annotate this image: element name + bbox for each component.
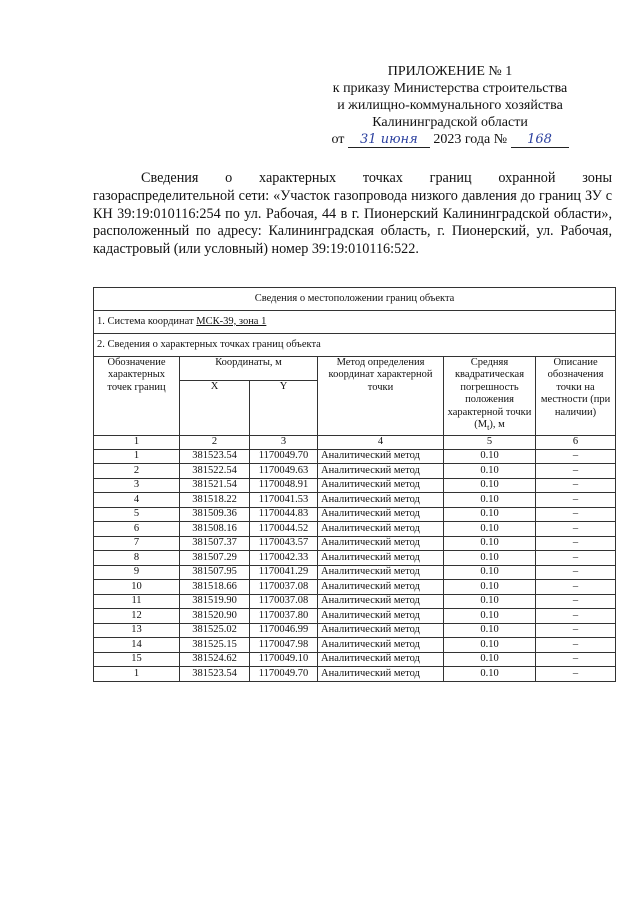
table-row xyxy=(94,667,616,682)
column-number: 5 xyxy=(444,435,536,449)
description-cell: – xyxy=(536,609,616,624)
y-coordinate: 1170037.80 xyxy=(250,609,318,624)
table-row xyxy=(94,580,616,595)
table-row xyxy=(94,478,616,493)
points-section-title: 2. Сведения о характерных точках границ объекта xyxy=(94,334,616,357)
method-cell: Аналитический метод xyxy=(318,493,444,508)
error-cell: 0.10 xyxy=(444,536,536,551)
method-cell: Аналитический метод xyxy=(318,565,444,580)
x-coordinate: 381518.22 xyxy=(180,493,250,508)
table-row xyxy=(94,551,616,566)
method-cell: Аналитический метод xyxy=(318,652,444,667)
description-cell: – xyxy=(536,652,616,667)
column-number: 2 xyxy=(180,435,250,449)
point-number: 1 xyxy=(94,449,180,464)
header-coordinates: Координаты, м xyxy=(180,357,318,381)
coordinate-system-label: 1. Система координат xyxy=(97,315,194,327)
y-coordinate: 1170049.10 xyxy=(250,652,318,667)
point-number: 6 xyxy=(94,522,180,537)
x-coordinate: 381509.36 xyxy=(180,507,250,522)
point-number: 9 xyxy=(94,565,180,580)
error-cell: 0.10 xyxy=(444,623,536,638)
error-cell: 0.10 xyxy=(444,522,536,537)
method-cell: Аналитический метод xyxy=(318,623,444,638)
description-cell: – xyxy=(536,536,616,551)
x-coordinate: 381522.54 xyxy=(180,464,250,479)
x-coordinate: 381518.66 xyxy=(180,580,250,595)
description-cell: – xyxy=(536,565,616,580)
coordinate-system-row xyxy=(94,311,616,334)
x-coordinate: 381523.54 xyxy=(180,449,250,464)
appendix-header xyxy=(300,63,600,148)
column-number: 1 xyxy=(94,435,180,449)
method-cell: Аналитический метод xyxy=(318,667,444,682)
table-row xyxy=(94,449,616,464)
error-cell: 0.10 xyxy=(444,507,536,522)
description-cell: – xyxy=(536,449,616,464)
header-description: Описание обозначения точки на местности (при наличии) xyxy=(536,357,616,436)
table-row xyxy=(94,565,616,580)
point-number: 15 xyxy=(94,652,180,667)
method-cell: Аналитический метод xyxy=(318,638,444,653)
table-row xyxy=(94,493,616,508)
point-number: 5 xyxy=(94,507,180,522)
point-number: 3 xyxy=(94,478,180,493)
error-cell: 0.10 xyxy=(444,609,536,624)
point-number: 4 xyxy=(94,493,180,508)
boundary-points-table xyxy=(93,287,616,682)
error-cell: 0.10 xyxy=(444,493,536,508)
column-number: 6 xyxy=(536,435,616,449)
description-cell: – xyxy=(536,580,616,595)
x-coordinate: 381521.54 xyxy=(180,478,250,493)
error-cell: 0.10 xyxy=(444,594,536,609)
y-coordinate: 1170048.91 xyxy=(250,478,318,493)
description-cell: – xyxy=(536,594,616,609)
table-row xyxy=(94,609,616,624)
error-cell: 0.10 xyxy=(444,449,536,464)
description-cell: – xyxy=(536,522,616,537)
point-number: 2 xyxy=(94,464,180,479)
description-cell: – xyxy=(536,623,616,638)
description-cell: – xyxy=(536,478,616,493)
method-cell: Аналитический метод xyxy=(318,478,444,493)
header-method: Метод определения координат характерной точки xyxy=(318,357,444,436)
order-date-line xyxy=(300,131,600,148)
x-coordinate: 381507.95 xyxy=(180,565,250,580)
y-coordinate: 1170044.83 xyxy=(250,507,318,522)
method-cell: Аналитический метод xyxy=(318,609,444,624)
description-cell: – xyxy=(536,493,616,508)
coordinate-system-value: МСК-39, зона 1 xyxy=(196,315,267,327)
method-cell: Аналитический метод xyxy=(318,464,444,479)
y-coordinate: 1170044.52 xyxy=(250,522,318,537)
table-row xyxy=(94,522,616,537)
method-cell: Аналитический метод xyxy=(318,551,444,566)
table-row xyxy=(94,638,616,653)
intro-paragraph: Сведения о характерных точках границ охранной зоны газораспределительной сети: «Участок газопровода низкого давления до границ ЗУ с КН 39:19:010116:254 по ул. Рабочая, 44 в г. Пионерский Калининградской области», расположенный по адресу: Калининградская область, г. Пионерский, ул. Рабочая, кадастровый (или условный) номер 39:19:010116:522. xyxy=(93,170,612,258)
error-cell: 0.10 xyxy=(444,652,536,667)
description-cell: – xyxy=(536,507,616,522)
x-coordinate: 381525.15 xyxy=(180,638,250,653)
header-point: Обозначение характерных точек границ xyxy=(94,357,180,436)
y-coordinate: 1170047.98 xyxy=(250,638,318,653)
header-x: X xyxy=(180,380,250,435)
description-cell: – xyxy=(536,464,616,479)
x-coordinate: 381508.16 xyxy=(180,522,250,537)
x-coordinate: 381524.62 xyxy=(180,652,250,667)
point-number: 1 xyxy=(94,667,180,682)
y-coordinate: 1170049.63 xyxy=(250,464,318,479)
table-row xyxy=(94,623,616,638)
x-coordinate: 381523.54 xyxy=(180,667,250,682)
method-cell: Аналитический метод xyxy=(318,580,444,595)
method-cell: Аналитический метод xyxy=(318,449,444,464)
description-cell: – xyxy=(536,638,616,653)
point-number: 11 xyxy=(94,594,180,609)
y-coordinate: 1170041.53 xyxy=(250,493,318,508)
method-cell: Аналитический метод xyxy=(318,522,444,537)
method-cell: Аналитический метод xyxy=(318,594,444,609)
y-coordinate: 1170037.08 xyxy=(250,580,318,595)
handwritten-date: 31 июня xyxy=(348,132,430,148)
date-prefix: от xyxy=(331,132,345,147)
x-coordinate: 381507.37 xyxy=(180,536,250,551)
method-cell: Аналитический метод xyxy=(318,536,444,551)
table-row xyxy=(94,536,616,551)
y-coordinate: 1170049.70 xyxy=(250,449,318,464)
point-number: 12 xyxy=(94,609,180,624)
order-line-1: к приказу Министерства строительства xyxy=(332,81,568,96)
description-cell: – xyxy=(536,551,616,566)
column-number: 3 xyxy=(250,435,318,449)
appendix-title: ПРИЛОЖЕНИЕ № 1 xyxy=(387,64,513,79)
error-cell: 0.10 xyxy=(444,580,536,595)
error-cell: 0.10 xyxy=(444,565,536,580)
point-number: 10 xyxy=(94,580,180,595)
description-cell: – xyxy=(536,667,616,682)
header-error: Средняя квадратическая погрешность положения характерной точки $(M_t)$, м xyxy=(444,357,536,436)
x-coordinate: 381520.90 xyxy=(180,609,250,624)
point-number: 13 xyxy=(94,623,180,638)
point-number: 8 xyxy=(94,551,180,566)
error-cell: 0.10 xyxy=(444,464,536,479)
order-line-2: и жилищно-коммунального хозяйства xyxy=(337,98,563,113)
x-coordinate: 381507.29 xyxy=(180,551,250,566)
table-row xyxy=(94,652,616,667)
y-coordinate: 1170037.08 xyxy=(250,594,318,609)
point-number: 7 xyxy=(94,536,180,551)
column-number: 4 xyxy=(318,435,444,449)
y-coordinate: 1170046.99 xyxy=(250,623,318,638)
error-cell: 0.10 xyxy=(444,478,536,493)
y-coordinate: 1170043.57 xyxy=(250,536,318,551)
date-year: 2023 года № xyxy=(433,132,508,147)
points-body xyxy=(94,449,616,681)
error-cell: 0.10 xyxy=(444,551,536,566)
x-coordinate: 381525.02 xyxy=(180,623,250,638)
column-number-row xyxy=(94,435,616,449)
table-row xyxy=(94,507,616,522)
y-coordinate: 1170049.70 xyxy=(250,667,318,682)
error-cell: 0.10 xyxy=(444,667,536,682)
x-coordinate: 381519.90 xyxy=(180,594,250,609)
header-y: Y xyxy=(250,380,318,435)
error-cell: 0.10 xyxy=(444,638,536,653)
y-coordinate: 1170041.29 xyxy=(250,565,318,580)
table-title: Сведения о местоположении границ объекта xyxy=(94,288,616,311)
y-coordinate: 1170042.33 xyxy=(250,551,318,566)
table-row xyxy=(94,594,616,609)
order-line-3: Калининградской области xyxy=(372,115,528,130)
method-cell: Аналитический метод xyxy=(318,507,444,522)
table-row xyxy=(94,464,616,479)
point-number: 14 xyxy=(94,638,180,653)
handwritten-order-number: 168 xyxy=(511,132,569,148)
